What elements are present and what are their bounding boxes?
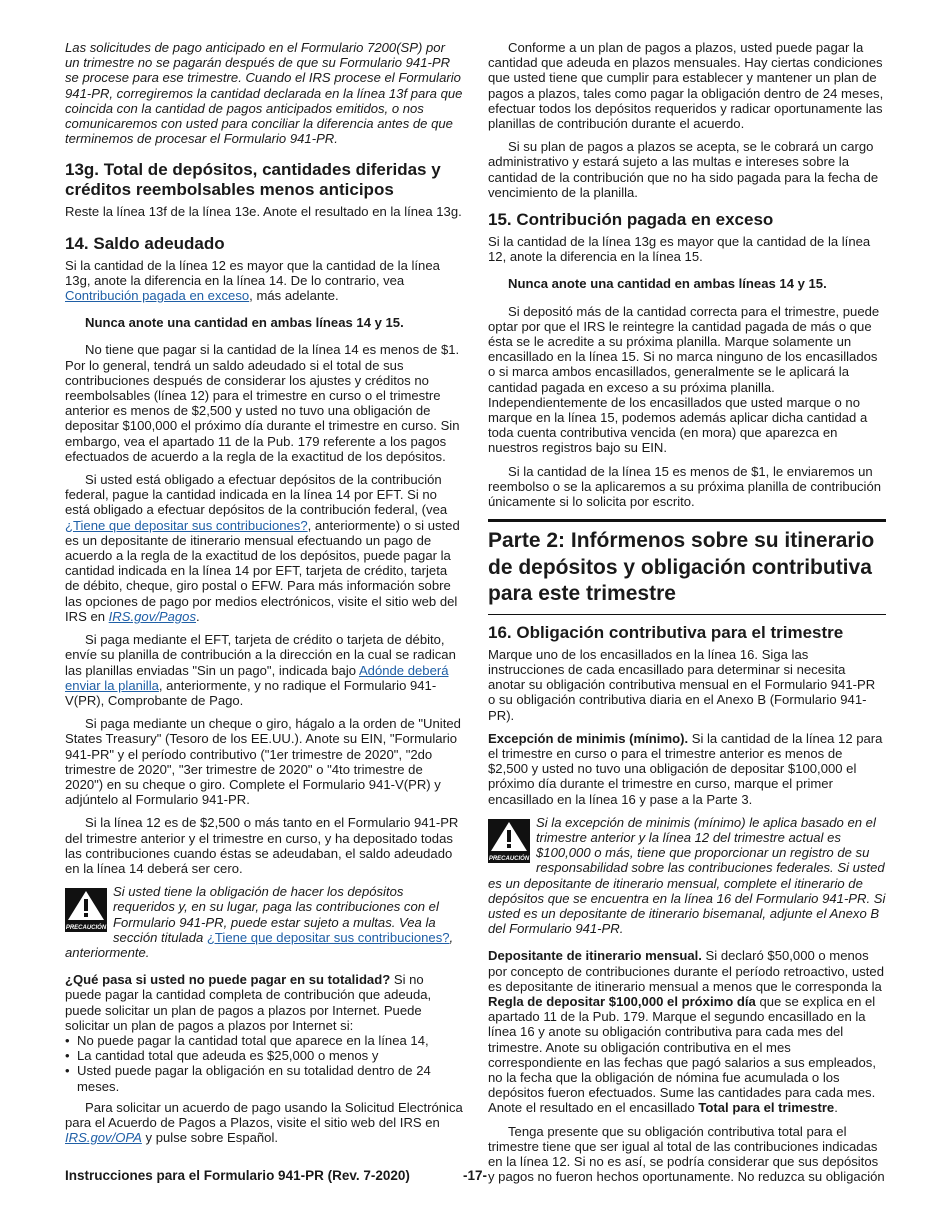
paragraph-15a: Si la cantidad de la línea 13g es mayor que la cantidad de la línea 12, anote la diferencia en la línea 15. (488, 234, 871, 265)
caution-label: PRECAUCIÓN (65, 925, 107, 932)
intro-italic-paragraph: Las solicitudes de pago anticipado en el Formulario 7200(SP) por un trimestre no se pagarán después de que su Formulario 941-PR se procese para ese trimestre. Cuando el IRS procese el Formulario 941-PR, corregiremos la cantidad declarada en la línea 13f para que coincida con la cantidad de pagos anticipados emitidos, o nos comunicaremos con usted para conciliar la diferencia antes de que terminemos de procesar el Formulario 941-PR. (65, 40, 463, 147)
caution-box-right: PRECAUCIÓN Si la excepción de minimis (mínimo) le aplica basado en el trimestre anterior y la línea 12 del trimestre actual es $100,000 o más, tiene que proporcionar un registro de su responsabilidad sobre las contribuciones federales. Si usted es un depositante de itinerario mensual, complete el itinerario de depósitos que se encuentra en la línea 16 del Formulario 941-PR. Si usted es un depositante de itinerario bisemanal, adjunte el Anexo B del Formulario 941-PR. (488, 814, 886, 937)
paragraph-plan-1: Conforme a un plan de pagos a plazos, usted puede pagar la cantidad que adeuda en plazos mensuales. Hay ciertas condiciones que usted tiene que cumplir para establecer y mantener un plan de pagos a plazos, tales como pagar la obligación dentro de 24 meses, efectuar todos los depósitos requeridos y radicar oportunamente las planillas de contribución durante el acuerdo. (488, 40, 884, 132)
link-tiene-que-depositar-2[interactable]: ¿Tiene que depositar sus contribuciones? (206, 929, 450, 945)
list-item: • Usted puede pagar la obligación en su totalidad dentro de 24 meses. (65, 1063, 463, 1093)
paragraph-16a: Marque uno de los encasillados en la línea 16. Siga las instrucciones de cada encasillado para determinar si necesita anotar su obligación contributiva mensual en el Formulario 941-PR o su obligación contributiva diaria en el Anexo B (Formulario 941-PR). (488, 646, 876, 723)
caution-icon (488, 819, 530, 863)
list-item: • No puede pagar la cantidad total que aparece en la línea 14, (65, 1033, 463, 1048)
paragraph-que-pasa: ¿Qué pasa si usted no puede pagar en su totalidad? Si no puede pagar la cantidad completa de contribución que adeuda, puede solicitar un plan de pagos a plazos por Internet. Puede solicitar un plan de pagos a plazos por Internet si: (65, 972, 432, 1033)
parte-2-heading: Parte 2: Infórmenos sobre su itinerario de depósitos y obligación contributiva para este trimestre (488, 529, 875, 606)
heading-15: 15. Contribución pagada en exceso (488, 210, 774, 230)
link-tiene-que-depositar[interactable]: ¿Tiene que depositar sus contribuciones? (65, 517, 308, 533)
paragraph-15c: Si la cantidad de la línea 15 es menos de $1, le enviaremos un reembolso o se la aplicaremos a su próxima planilla de contribución únicamente si lo solicita por escrito. (488, 463, 882, 510)
paragraph-13g: Reste la línea 13f de la línea 13e. Anote el resultado en la línea 13g. (65, 204, 462, 220)
heading-13g: 13g. Total de depósitos, cantidades diferidas y créditos reembolsables menos anticipos (65, 160, 441, 200)
link-contribucion-pagada[interactable]: Contribución pagada en exceso (65, 288, 250, 304)
paragraph-14f: Si la línea 12 es de $2,500 o más tanto en el Formulario 941-PR del trimestre anterior y el trimestre en curso, y ha depositado todas las contribuciones cuando éstas se adeudaban, el saldo adeudado en la línea 14 deberá ser cero. (65, 815, 459, 876)
paragraph-15b: Si depositó más de la cantidad correcta para el trimestre, puede optar por que el IRS le reintegre la cantidad pagada de más o que ésta se le acredite a su próxima planilla. Marque solamente un encasillado en la línea 15. Si no marca ninguno de los encasillados o si marca ambos encasillados, generalmente se le aplicará la cantidad pagada en exceso a su próxima planilla. Independientemente de los encasillados que usted marque o no marque en la línea 15, podemos además aplicar dicha cantidad a toda cuenta contributiva vencida (en mora) que aparezca en nuestros registros bajo su EIN. (488, 303, 880, 456)
list-item: • La cantidad total que adeuda es $25,000 o menos y (65, 1048, 463, 1063)
page-footer (65, 1168, 895, 1183)
paragraph-14d: Si paga mediante el EFT, tarjeta de crédito o tarjeta de débito, envíe su planilla de contribución a la dirección en la cual se radican las planillas enviadas "Sin un pago", indicada bajo Adónde deberá enviar la planilla, anteriormente, y no radique el Formulario 941-V(PR), Comprobante de Pago. (65, 632, 456, 708)
right-column (488, 40, 886, 1192)
link-adonde-enviar[interactable]: Adónde deberá enviar la planilla (65, 662, 449, 693)
link-irs-pagos[interactable]: IRS.gov/Pagos (108, 608, 197, 624)
paragraph-plan-2: Si su plan de pagos a plazos se acepta, se le cobrará un cargo administrativo y estará sujeto a las multas e intereses sobre la cantidad de la contribución que no ha sido pagada para la fecha de vencimiento de la planilla. (488, 139, 879, 200)
paragraph-excepcion: Excepción de minimis (mínimo). Si la cantidad de la línea 12 para el trimestre en curso o para el trimestre anterior es menos de $2,500 y usted no tuvo una obligación de depositar $100,000 el próximo día durante el trimestre en curso, marque el primer encasillado en la línea 16 y pase a la Parte 3. (488, 730, 883, 807)
caution-label: PRECAUCIÓN (488, 855, 530, 862)
caution-box-left: PRECAUCIÓN Si usted tiene la obligación de hacer los depósitos requeridos y, en su lugar, paga las contribuciones con el Formulario 941-PR, puede estar sujeto a multas. Vea la sección titulada ¿Tiene que depositar sus contribuciones?, anteriormente. (65, 884, 454, 960)
heading-14: 14. Saldo adeudado (65, 233, 225, 253)
paragraph-14a: Si la cantidad de la línea 12 es mayor que la cantidad de la línea 13g, anote la diferencia en la línea 14. De lo contrario, vea Contribución pagada en exceso, más adelante. (65, 257, 440, 304)
divider (488, 614, 886, 615)
heading-16: 16. Obligación contributiva para el trimestre (488, 622, 844, 642)
nunca-note-right: Nunca anote una cantidad en ambas líneas 14 y 15. (508, 276, 827, 292)
link-irs-opa[interactable]: IRS.gov/OPA (65, 1130, 142, 1146)
page-number: -17- (463, 1168, 488, 1183)
paragraph-depositante: Depositante de itinerario mensual. Si declaró $50,000 o menos por concepto de contribuciones durante el período retroactivo, usted es depositante de itinerario mensual a menos que le corresponda la Regla de depositar $100,000 el próximo día que se explica en el apartado 11 de la Pub. 179. Marque el segundo encasillado en la línea 16 y anote su obligación contributiva para cada mes del trimestre. Anote su obligación contributiva en el mes correspondiente en las fechas que pagó salarios a sus empleados, no la fecha que la obligación de nómina fue acumulada o los depósitos fueron efectuados. Sume las cantidades para cada mes. Anote el resultado en el encasillado Total para el trimestre. (488, 948, 884, 1116)
paragraph-14b: No tiene que pagar si la cantidad de la línea 14 es menos de $1. Por lo general, tendrá un saldo adeudado si el total de sus contribuciones después de considerar los ajustes y créditos no reembolsables (línea 12) para el trimestre en curso o el trimestre anterior es menos de $2,500 y usted no tuvo una obligación de depositar $100,000 el próximo día durante el trimestre en curso. Sin embargo, vea el apartado 11 de la Pub. 179 referente a los pagos efectuados de acuerdo a la regla de la exactitud de los depósitos. (65, 342, 460, 464)
paragraph-last: Tenga presente que su obligación contributiva total para el trimestre tiene que ser igual al total de las contribuciones indicadas en la línea 12. Si no es así, se podría considerar que sus depósitos y pagos no fueron hechos oportunamente. No reduzca su obligación (488, 1123, 885, 1185)
caution-icon (65, 888, 107, 932)
left-column (65, 40, 463, 1153)
bullet-list (65, 1033, 463, 1094)
parte-2-rule (488, 519, 886, 522)
paragraph-opa: Para solicitar un acuerdo de pago usando la Solicitud Electrónica para el Acuerdo de Pagos a Plazos, visite el sitio web del IRS en IRS.gov/OPA y pulse sobre Español. (65, 1099, 463, 1146)
footer-title: Instrucciones para el Formulario 941-PR (Rev. 7-2020) (65, 1168, 410, 1183)
paragraph-14c: Si usted está obligado a efectuar depósitos de la contribución federal, pague la cantidad indicada en la línea 14 por EFT. Si no está obligado a efectuar depósitos de la contribución federal, (vea ¿Tiene que depositar sus contribuciones?, anteriormente) o si usted es un depositante de itinerario mensual efectuando un pago de acuerdo a la regla de la exactitud de los depósitos, puede pagar la cantidad indicada en la línea 14 por EFT, tarjeta de crédito, tarjeta de débito, cheque, giro postal o EFW. Para más información sobre las opciones de pago por medios electrónicos, visite el sitio web del IRS en IRS.gov/Pagos. (65, 472, 460, 624)
nunca-note: Nunca anote una cantidad en ambas líneas 14 y 15. (85, 315, 404, 331)
paragraph-14e: Si paga mediante un cheque o giro, hágalo a la orden de "United States Treasury" (Tesoro de los EE.UU.). Anote su EIN, "Formulario 941-PR" y el período contributivo ("1er trimestre de 2020", "2do trimestre de 2020", "3er trimestre de 2020" o "4to trimestre de 2020") en su cheque o giro. Complete el Formulario 941-V(PR) y adjúntelo al Formulario 941-PR. (65, 716, 461, 808)
